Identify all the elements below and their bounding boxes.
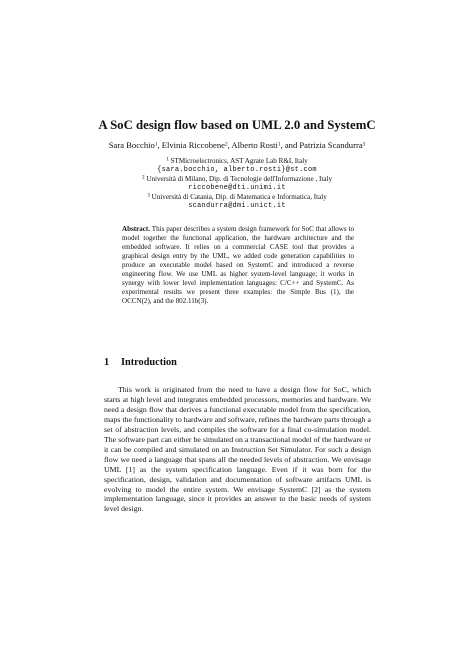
author: Alberto Rosti$^1$, and [231,140,300,150]
paper-title: A SoC design flow based on UML 2.0 and SystemC [98,118,376,132]
affiliation-text: $^3$ Università di Catania, Dip. di Matematica e Informatica, Italy [147,192,327,201]
abstract-text: This paper describes a system design framework for SoC that allows to model together the functional application, the hardware architecture and the embedded software. It relies on a commercial CASE tool that provides a graphical design entry by the UML, we added code generation capabilities to produce an executable model based on SystemC and introduced a reverse engineering flow. We use UML as higher system-level language; it works in synergy with lower level implementation languages: C/C++ and SystemC. As experimental results we present three examples: the Simple Bus (1), the OCCN(2), and the 802.11b(3). [122,225,354,306]
affiliation-email: scandurra@dmi.unict.it [188,201,286,210]
affiliation-3 [40,193,434,210]
abstract [122,225,354,306]
section-number: 1 [104,357,110,368]
affiliation-2 [40,175,434,192]
affiliation-text: $^1$ STMicroelectronics, AST Agrate Lab R&I, Italy [166,156,308,165]
abstract-label: Abstract. [122,225,150,233]
author: Sara Bocchio$^1$, [108,140,162,150]
section-title: Introduction [121,357,177,368]
affiliation-email: riccobene@dti.unimi.it [188,183,286,192]
affiliation-1 [40,157,434,174]
affiliation-email: {sara.bocchio, alberto.rosti}@st.com [157,165,317,174]
author-list [40,140,434,151]
section-heading [104,357,177,369]
affiliation-text: $^2$ Università di Milano, Dip. di Tecnologie dell'Informazione , Italy [141,174,332,183]
intro-paragraph: This work is originated from the need to have a design flow for SoC, which starts at high level and integrates embedded processors, memories and hardware. We need a design flow that derives a functional executable model from the specification, maps the functionality to hardware and software, refines the hardware parts through a set of abstraction levels, and compiles the software for a final co-simulation model. The software part can either be simulated on a transactional model of the hardware or it can be compiled and simulated on an Instruction Set Simulator. For such a design flow we need a language that spans all the needed levels of abstraction. We envisage UML [1] as the system specification language. Even if it was born for the specification, design, validation and documentation of software artifacts UML is evolving to model the entire system. We envisage SystemC [2] as the system implementation language, since it provides an answer to the basic needs of system level design. [104,385,371,514]
author: Patrizia Scandurra$^3$ [299,140,366,150]
author: Elvinia Riccobene$^2$, [161,140,232,150]
